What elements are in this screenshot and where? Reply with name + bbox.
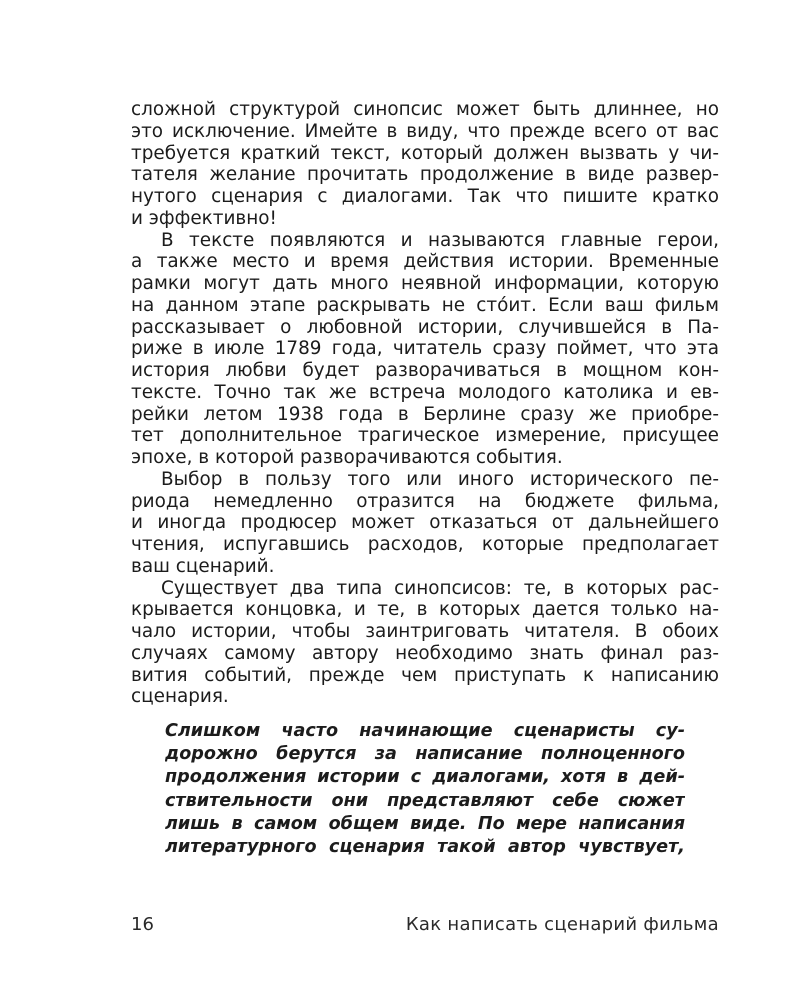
text-line: и иногда продюсер может отказаться от дальнейшего: [131, 512, 719, 534]
text-line: а также место и время действия истории. Временные: [131, 251, 719, 273]
text-line: рамки могут дать много неявной информации, которую: [131, 273, 719, 294]
text-line: случаях самому автору необходимо знать финал раз-: [131, 642, 719, 664]
text-line: история любви будет разворачиваться в мощном кон-: [131, 360, 719, 381]
text-line: крывается концовка, и те, в которых дается только на-: [131, 599, 719, 621]
text-line: сложной структурой синопсис может быть длиннее, но: [131, 99, 719, 120]
text-line: это исключение. Имейте в виду, что прежде всего от вас: [131, 120, 719, 142]
text-line: эпохе, в которой разворачиваются события.: [131, 447, 563, 468]
text-line: нутого сценария с диалогами. Так что пишите кратко: [131, 186, 719, 207]
text-line: чало истории, чтобы заинтриговать читателя. В обоих: [131, 621, 719, 642]
text-line: риже в июле 1789 года, читатель сразу поймет, что эта: [131, 338, 719, 360]
quote-line: дорожно берутся за написание полноценного: [165, 744, 685, 765]
running-title: Как написать сценарий фильма: [405, 914, 719, 935]
text-line: и эффективно!: [131, 207, 277, 229]
text-line: на данном этапе раскрывать не стóит. Если ваш фильм: [131, 294, 719, 316]
text-line: ваш сценарий.: [131, 555, 275, 577]
text-line: тет дополнительное трагическое измерение, присущее: [131, 425, 719, 447]
text-line: риода немедленно отразится на бюджете фильма,: [131, 490, 719, 512]
text-line: вития событий, прежде чем приступать к написанию: [131, 664, 719, 686]
text-line: тексте. Точно так же встреча молодого католика и ев-: [131, 381, 719, 403]
quote-line: ствительности они представляют себе сюжет: [165, 790, 685, 811]
quote-line: литературного сценария такой автор чувствует,: [165, 836, 685, 857]
page-number: 16: [131, 914, 154, 935]
text-line: сценария.: [131, 686, 229, 708]
text-line: требуется краткий текст, который должен вызвать у чи-: [131, 142, 719, 164]
text-line: Выбор в пользу того или иного исторического пе-: [161, 468, 719, 490]
text-line: чтения, испугавшись расходов, которые предполагает: [131, 534, 719, 555]
text-line: В тексте появляются и называются главные герои,: [161, 229, 719, 251]
quote-line: Слишком часто начинающие сценаристы су-: [165, 721, 685, 741]
text-line: рейки летом 1938 года в Берлине сразу же приобре-: [131, 403, 719, 425]
quote-line: лишь в самом общем виде. По мере написания: [165, 813, 685, 834]
highlighted-quote: [131, 720, 685, 859]
text-line: Существует два типа синопсисов: те, в которых рас-: [161, 577, 719, 599]
text-line: тателя желание прочитать продолжение в виде развер-: [131, 164, 719, 186]
book-page-text: [131, 99, 719, 859]
text-line: рассказывает о любовной истории, случившейся в Па-: [131, 316, 719, 338]
quote-line: продолжения истории с диалогами, хотя в дей-: [165, 767, 685, 788]
